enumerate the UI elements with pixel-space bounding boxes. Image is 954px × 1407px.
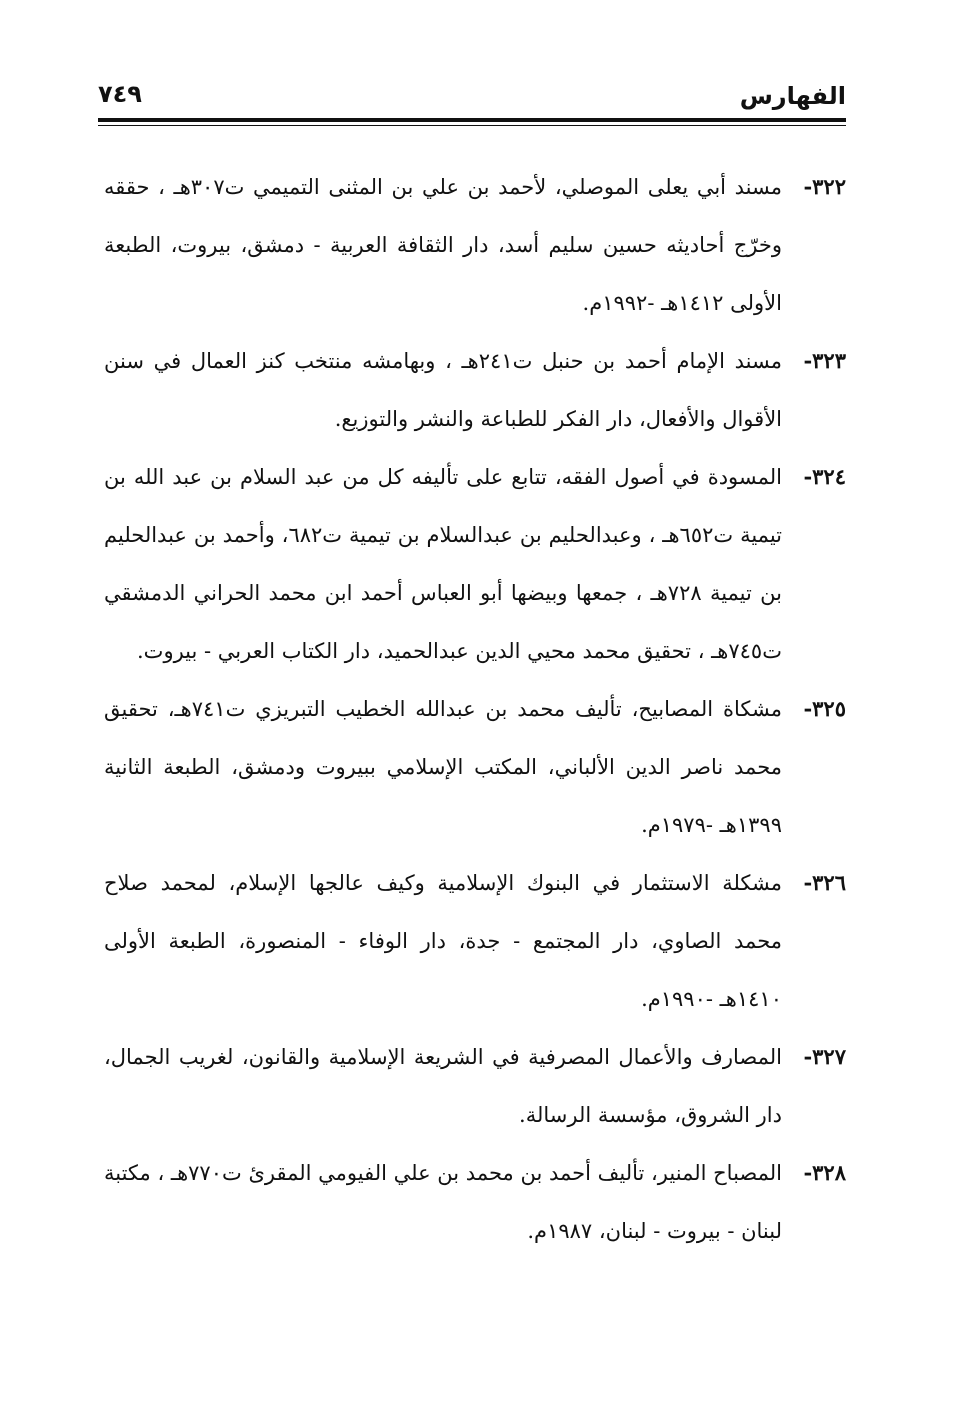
bibliography-entry	[104, 1144, 846, 1260]
entry-text: المصارف والأعمال المصرفية في الشريعة الإسلامية والقانون، لغريب الجمال، دار الشروق، مؤسسة الرسالة.	[104, 1045, 782, 1127]
entry-text: المسودة في أصول الفقه، تتابع على تأليفه كل من عبد السلام بن عبد الله بن تيمية ت٦٥٢هـ ، وعبدالحليم بن عبدالسلام بن تيمية ت٦٨٢، وأحمد بن عبدالحليم بن تيمية ٧٢٨هـ ، جمعها وبيضها أبو العباس أحمد ابن محمد الحراني الدمشقي ت٧٤٥هـ ، تحقيق محمد محيي الدين عبدالحميد، دار الكتاب العربي - بيروت.	[104, 465, 782, 663]
bibliography-entry	[104, 448, 846, 680]
entry-number: ٣٢٤-	[803, 464, 846, 489]
entry-text: مشكاة المصابيح، تأليف محمد بن عبدالله الخطيب التبريزي ت٧٤١هـ، تحقيق محمد ناصر الدين الألباني، المكتب الإسلامي ببيروت ودمشق، الطبعة الثانية ١٣٩٩هـ -١٩٧٩م.	[104, 697, 782, 837]
header-rule-thick	[98, 118, 846, 122]
entry-number: ٣٢٦-	[803, 870, 846, 895]
entry-text: مسند أبي يعلى الموصلي، لأحمد بن علي بن المثنى التميمي ت٣٠٧هـ ، حققه وخرّج أحاديثه حسين سليم أسد، دار الثقافة العربية - دمشق، بيروت، الطبعة الأولى ١٤١٢هـ -١٩٩٢م.	[104, 175, 782, 315]
page-header	[98, 74, 846, 118]
entry-text: المصباح المنير، تأليف أحمد بن محمد بن علي الفيومي المقرئ ت٧٧٠هـ ، مكتبة لبنان - بيروت - لبنان، ١٩٨٧م.	[104, 1161, 783, 1243]
entry-text: مشكلة الاستثمار في البنوك الإسلامية وكيف عالجها الإسلام، لمحمد صلاح محمد الصاوي، دار المجتمع - جدة، دار الوفاء - المنصورة، الطبعة الأولى ١٤١٠هـ -١٩٩٠م.	[104, 871, 782, 1011]
entry-number: ٣٢٢-	[803, 174, 846, 199]
bibliography-entry	[104, 680, 846, 854]
section-title: الفهارس	[739, 82, 846, 110]
entry-number: ٣٢٧-	[803, 1044, 846, 1069]
header-rule-thin	[98, 125, 846, 126]
page-number: ٧٤٩	[98, 80, 142, 108]
entry-number: ٣٢٨-	[803, 1160, 846, 1185]
entry-text: مسند الإمام أحمد بن حنبل ت٢٤١هـ ، وبهامشه منتخب كنز العمال في سنن الأقوال والأفعال، دار الفكر للطباعة والنشر والتوزيع.	[104, 349, 782, 431]
entry-number: ٣٢٣-	[803, 348, 846, 373]
bibliography-entry	[104, 1028, 846, 1144]
bibliography-entry	[104, 158, 846, 332]
bibliography-list	[104, 158, 846, 1260]
entry-number: ٣٢٥-	[803, 696, 846, 721]
bibliography-entry	[104, 332, 846, 448]
bibliography-entry	[104, 854, 846, 1028]
